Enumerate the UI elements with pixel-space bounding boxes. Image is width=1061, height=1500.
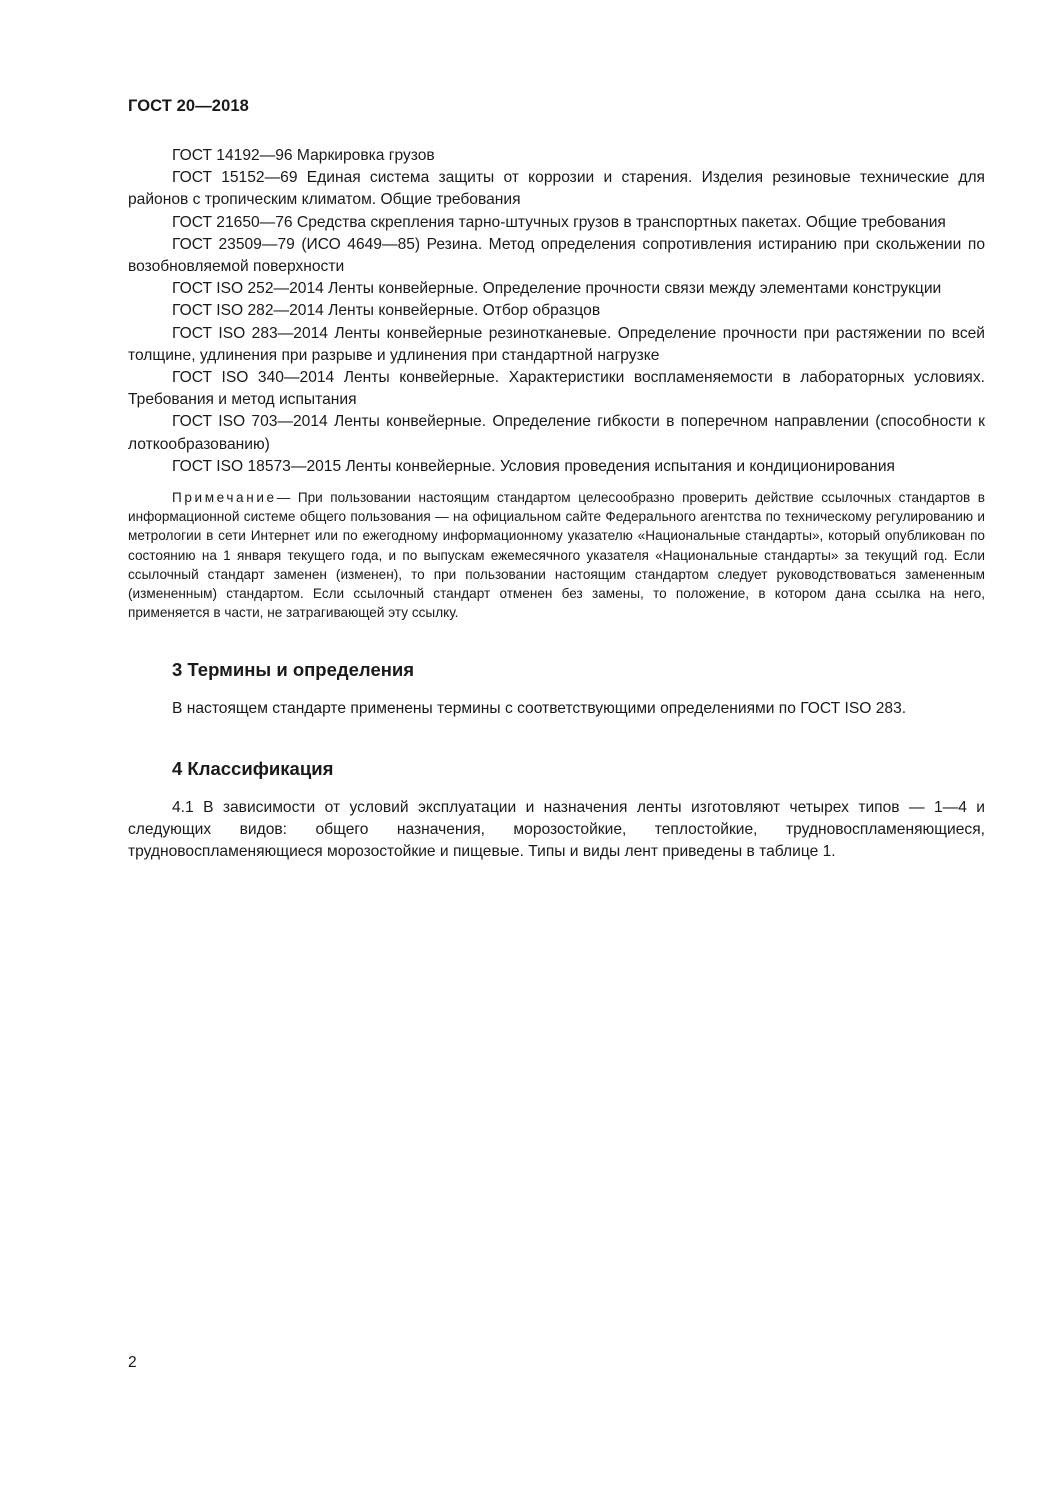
reference-item: ГОСТ ISO 340—2014 Ленты конвейерные. Характеристики воспламеняемости в лабораторных условиях. Требования и метод испытания <box>128 369 985 409</box>
note-text: — При пользовании настоящим стандартом целесообразно проверить действие ссылочных стандартов в информационной системе общего пользования — на официальном сайте Федерального агентства по техническому регулированию и метрологии в сети Интернет или по ежегодному информационному указателю «Национальные стандарты», который опубликован по состоянию на 1 января текущего года, и по выпускам ежемесячного указателя «Национальные стандарты» за текущий год. Если ссылочный стандарт заменен (изменен), то при пользовании настоящим стандартом следует руководствоваться замененным (измененным) стандартом. Если ссылочный стандарт отменен без замены, то положение, в котором дана ссылка на него, применяется в части, не затрагивающей эту ссылку. <box>128 490 985 621</box>
document-header: ГОСТ 20—2018 <box>128 97 249 115</box>
page-number: 2 <box>128 1354 137 1371</box>
reference-item: ГОСТ 15152—69 Единая система защиты от коррозии и старения. Изделия резиновые технические для районов с тропическим климатом. Общие требования <box>128 169 985 209</box>
section-4-heading: 4 Классификация <box>172 757 334 779</box>
reference-item: ГОСТ 21650—76 Средства скрепления тарно-штучных грузов в транспортных пакетах. Общие требования <box>172 213 946 231</box>
reference-item: ГОСТ ISO 18573—2015 Ленты конвейерные. Условия проведения испытания и кондиционирования <box>172 457 895 475</box>
note-label: Примечание <box>172 490 277 506</box>
reference-item: ГОСТ ISO 282—2014 Ленты конвейерные. Отбор образцов <box>172 302 601 320</box>
note-paragraph <box>128 488 985 622</box>
section-3-text: В настоящем стандарте применены термины с соответствующими определениями по ГОСТ ISO 283. <box>172 700 907 718</box>
reference-item: ГОСТ ISO 283—2014 Ленты конвейерные резинотканевые. Определение прочности при растяжении по всей толщине, удлинения при разрыве и удлинения при стандартной нагрузке <box>128 324 985 364</box>
section-3-heading: 3 Термины и определения <box>172 659 415 681</box>
reference-item: ГОСТ 23509—79 (ИСО 4649—85) Резина. Метод определения сопротивления истиранию при скольжении по возобновляемой поверхности <box>128 235 985 276</box>
document-body <box>128 145 985 863</box>
reference-item: ГОСТ ISO 252—2014 Ленты конвейерные. Определение прочности связи между элементами конструкции <box>172 280 942 298</box>
reference-item: ГОСТ 14192—96 Маркировка грузов <box>172 147 435 164</box>
reference-item: ГОСТ ISO 703—2014 Ленты конвейерные. Определение гибкости в поперечном направлении (способности к лоткообразованию) <box>128 413 985 453</box>
section-4-text: 4.1 В зависимости от условий эксплуатации и назначения ленты изготовляют четырех типов — 1—4 и следующих видов: общего назначения, морозостойкие, теплостойкие, трудновоспламеняющиеся, трудновоспламеняющиеся морозостойкие и пищевые. Типы и виды лент приведены в таблице 1. <box>128 798 985 861</box>
